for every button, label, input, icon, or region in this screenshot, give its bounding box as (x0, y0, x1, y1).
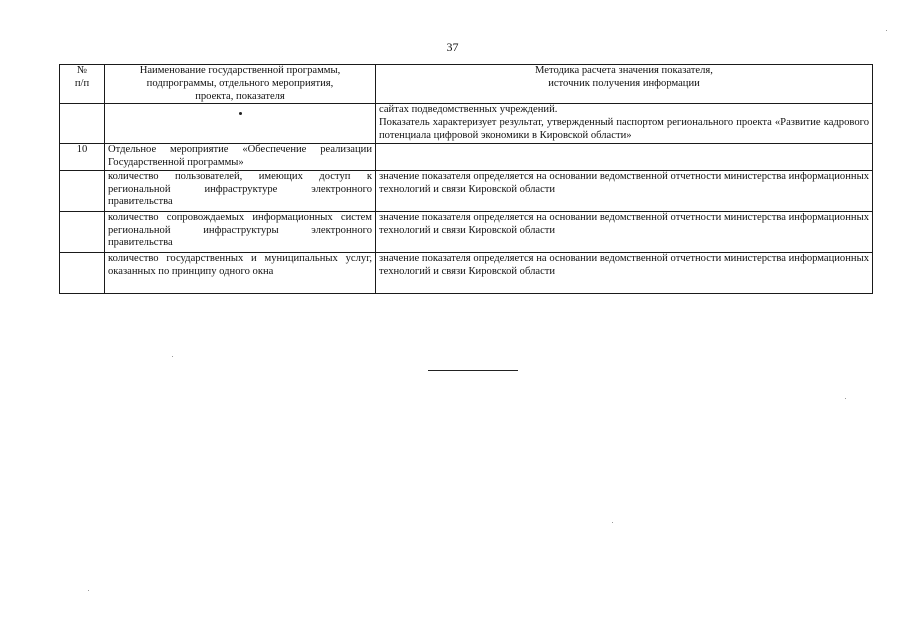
method-line: Показатель характеризует результат, утвержденный паспортом регионального проекта «Развитие кадрового потенциала цифровой экономики в Кировской области» (379, 117, 869, 141)
table-row (60, 211, 873, 252)
scan-speck (845, 398, 846, 399)
scan-speck (612, 522, 613, 523)
cell-num (60, 104, 105, 143)
cell-method (376, 104, 873, 143)
method-line: сайтах подведомственных учреждений. (379, 104, 558, 116)
table-header-row (60, 65, 873, 104)
cell-method: значение показателя определяется на основании ведомственной отчетности министерства информационных технологий и связи Кировской области (376, 252, 873, 293)
cell-name: количество государственных и муниципальных услуг, оказанных по принципу одного окна (105, 252, 376, 293)
cell-name: количество пользователей, имеющих доступ к региональной инфраструктуре электронного правительства (105, 170, 376, 211)
table-row-continuation (60, 104, 873, 143)
cell-name (105, 104, 376, 143)
header-name-line: проекта, показателя (195, 90, 285, 102)
table-row (60, 143, 873, 170)
indicators-table (59, 64, 873, 294)
header-num (60, 65, 105, 104)
table-row (60, 252, 873, 293)
cell-num (60, 252, 105, 293)
header-num-line: № (76, 65, 88, 76)
cell-num: 10 (60, 143, 105, 170)
scan-speck (88, 590, 89, 591)
cell-method: значение показателя определяется на основании ведомственной отчетности министерства информационных технологий и связи Кировской области (376, 211, 873, 252)
header-method-line: Методика расчета значения показателя, (535, 65, 713, 76)
cell-method: значение показателя определяется на основании ведомственной отчетности министерства информационных технологий и связи Кировской области (376, 170, 873, 211)
header-name-line: Наименование государственной программы, (139, 65, 341, 76)
cell-num (60, 170, 105, 211)
page-number: 37 (446, 40, 459, 54)
end-of-document-rule (428, 370, 518, 371)
table-row (60, 170, 873, 211)
cell-name: Отдельное мероприятие «Обеспечение реализации Государственной программы» (105, 143, 376, 170)
cell-num (60, 211, 105, 252)
cell-name: количество сопровождаемых информационных систем региональной инфраструктуры электронного правительства (105, 211, 376, 252)
scan-speck (172, 356, 173, 357)
header-method-line: источник получения информации (548, 77, 700, 89)
header-num-line: п/п (74, 77, 90, 89)
header-method (376, 65, 873, 104)
scan-speck (886, 30, 887, 31)
cell-method (376, 143, 873, 170)
bullet-dot (239, 112, 242, 115)
header-name-line: подпрограммы, отдельного мероприятия, (146, 77, 334, 89)
header-name (105, 65, 376, 104)
